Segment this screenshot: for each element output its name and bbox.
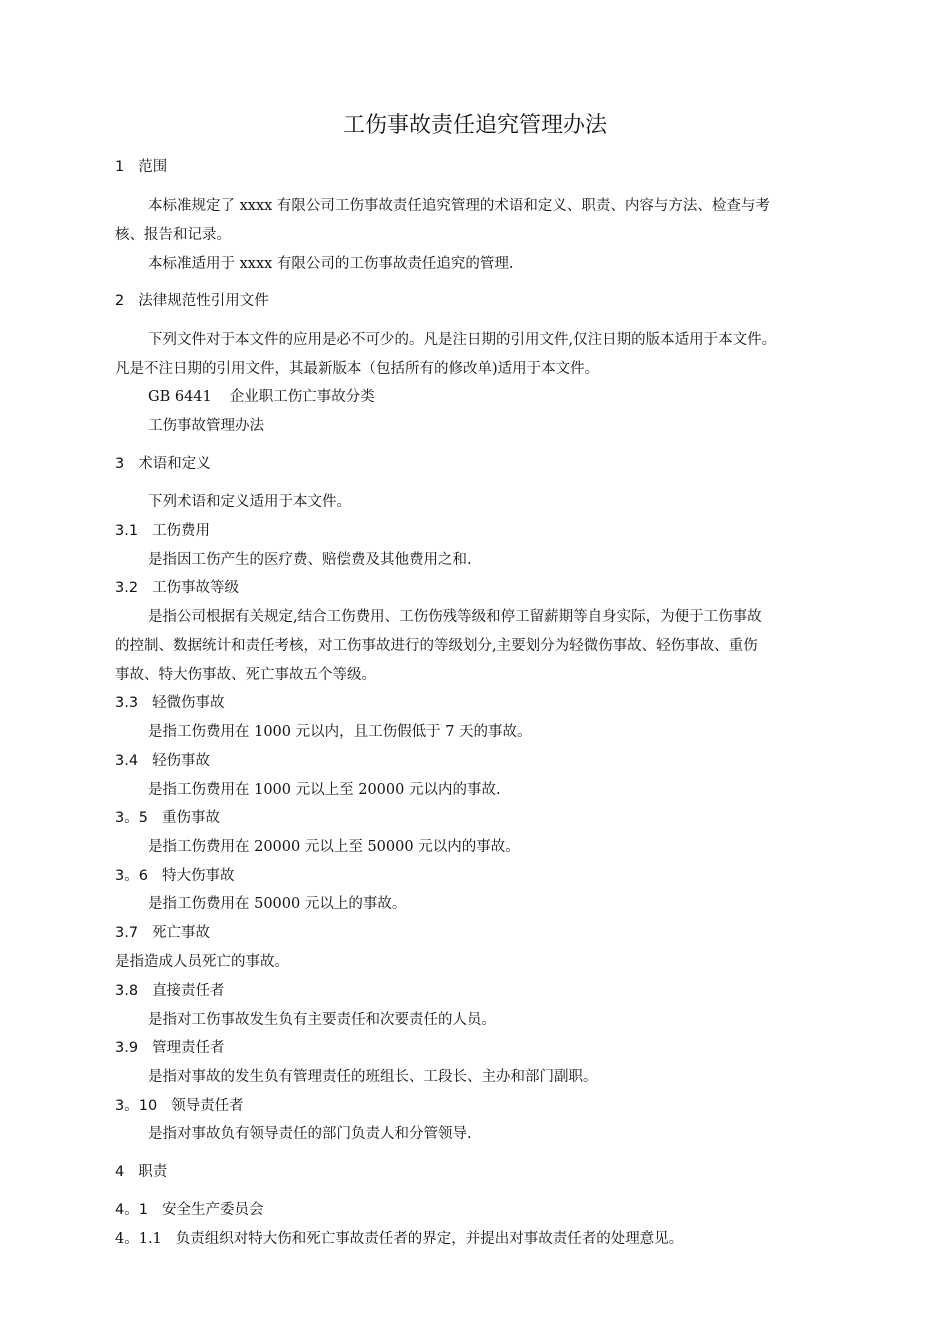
term-definition: 是指工伤费用在 50000 元以上的事故。 bbox=[148, 896, 407, 912]
term-heading bbox=[115, 751, 210, 771]
term-definition: 是指工伤费用在 1000 元以内，且工伤假低于 7 天的事故。 bbox=[148, 724, 532, 740]
term-number: 3.2 bbox=[115, 580, 139, 596]
term-heading bbox=[115, 1038, 225, 1058]
section-title: 范围 bbox=[138, 159, 168, 175]
term-number: 3.7 bbox=[115, 925, 139, 941]
term-title: 工伤费用 bbox=[152, 523, 211, 539]
term-title: 轻伤事故 bbox=[152, 753, 211, 769]
subsection-title: 安全生产委员会 bbox=[161, 1202, 264, 1218]
reference-name: 企业职工伤亡事故分类 bbox=[229, 389, 375, 405]
reference-code: GB 6441 bbox=[148, 389, 212, 405]
term-title: 直接责任者 bbox=[152, 983, 225, 999]
term-heading bbox=[115, 693, 225, 713]
term-definition: 是指对事故负有领导责任的部门负责人和分管领导. bbox=[148, 1126, 472, 1142]
subsection-number: 4。1 bbox=[115, 1202, 148, 1218]
term-definition: 是指对事故的发生负有管理责任的班组长、工段长、主办和部门副职。 bbox=[148, 1069, 598, 1085]
reference-item bbox=[148, 387, 375, 407]
term-heading bbox=[115, 1096, 244, 1116]
section-number: 1 bbox=[115, 159, 125, 175]
document-title: 工伤事故责任追究管理办法 bbox=[342, 113, 607, 138]
term-heading bbox=[115, 981, 225, 1001]
section-3-heading bbox=[115, 454, 211, 474]
section-title: 职责 bbox=[138, 1164, 168, 1180]
paragraph: 本标准规定了 xxxx 有限公司工伤事故责任追究管理的术语和定义、职责、内容与方法、检查与考 bbox=[148, 198, 770, 214]
term-heading bbox=[115, 808, 220, 828]
section-number: 4 bbox=[115, 1164, 125, 1180]
term-title: 特大伤事故 bbox=[161, 868, 235, 884]
section-title: 法律规范性引用文件 bbox=[138, 293, 269, 309]
term-number: 3.3 bbox=[115, 695, 139, 711]
section-number: 3 bbox=[115, 456, 125, 472]
term-number: 3.1 bbox=[115, 523, 139, 539]
term-definition: 是指公司根据有关规定,结合工伤费用、工伤伤残等级和停工留薪期等自身实际，为便于工伤事故 bbox=[148, 609, 762, 625]
clause-text: 负责组织对特大伤和死亡事故责任者的界定，并提出对事故责任者的处理意见。 bbox=[175, 1231, 684, 1247]
paragraph: 下列文件对于本文件的应用是必不可少的。凡是注日期的引用文件,仅注日期的版本适用于本文件。 bbox=[148, 332, 777, 348]
term-number: 3.9 bbox=[115, 1040, 139, 1056]
section-number: 2 bbox=[115, 293, 125, 309]
term-definition: 是指工伤费用在 1000 元以上至 20000 元以内的事故. bbox=[148, 782, 501, 798]
term-heading bbox=[115, 578, 239, 598]
term-number: 3。5 bbox=[115, 810, 148, 826]
term-number: 3。10 bbox=[115, 1098, 158, 1114]
term-definition: 是指造成人员死亡的事故。 bbox=[115, 954, 289, 970]
term-definition: 的控制、数据统计和责任考核，对工伤事故进行的等级划分,主要划分为轻微伤事故、轻伤事故、重伤 bbox=[115, 638, 758, 654]
reference-item: 工伤事故管理办法 bbox=[148, 418, 264, 434]
paragraph: 核、报告和记录。 bbox=[115, 227, 231, 243]
clause bbox=[115, 1229, 683, 1249]
term-definition: 是指因工伤产生的医疗费、赔偿费及其他费用之和. bbox=[148, 552, 472, 568]
term-heading bbox=[115, 521, 210, 541]
term-title: 死亡事故 bbox=[152, 925, 211, 941]
paragraph: 下列术语和定义适用于本文件。 bbox=[148, 494, 351, 510]
term-heading bbox=[115, 923, 210, 943]
section-4-heading bbox=[115, 1162, 167, 1182]
term-heading bbox=[115, 866, 234, 886]
section-1-heading bbox=[115, 157, 167, 177]
clause-number: 4。1.1 bbox=[115, 1231, 162, 1247]
term-title: 重伤事故 bbox=[161, 810, 220, 826]
section-title: 术语和定义 bbox=[138, 456, 211, 472]
term-number: 3。6 bbox=[115, 868, 148, 884]
term-definition: 事故、特大伤事故、死亡事故五个等级。 bbox=[115, 667, 376, 683]
subsection-heading bbox=[115, 1200, 263, 1220]
term-definition: 是指对工伤事故发生负有主要责任和次要责任的人员。 bbox=[148, 1012, 496, 1028]
term-title: 管理责任者 bbox=[152, 1040, 225, 1056]
term-title: 工伤事故等级 bbox=[152, 580, 240, 596]
term-title: 轻微伤事故 bbox=[152, 695, 225, 711]
term-number: 3.8 bbox=[115, 983, 139, 999]
term-title: 领导责任者 bbox=[171, 1098, 244, 1114]
term-definition: 是指工伤费用在 20000 元以上至 50000 元以内的事故。 bbox=[148, 839, 520, 855]
term-number: 3.4 bbox=[115, 753, 139, 769]
paragraph: 凡是不注日期的引用文件，其最新版本（包括所有的修改单)适用于本文件。 bbox=[115, 361, 600, 377]
paragraph: 本标准适用于 xxxx 有限公司的工伤事故责任追究的管理. bbox=[148, 256, 514, 272]
section-2-heading bbox=[115, 291, 269, 311]
